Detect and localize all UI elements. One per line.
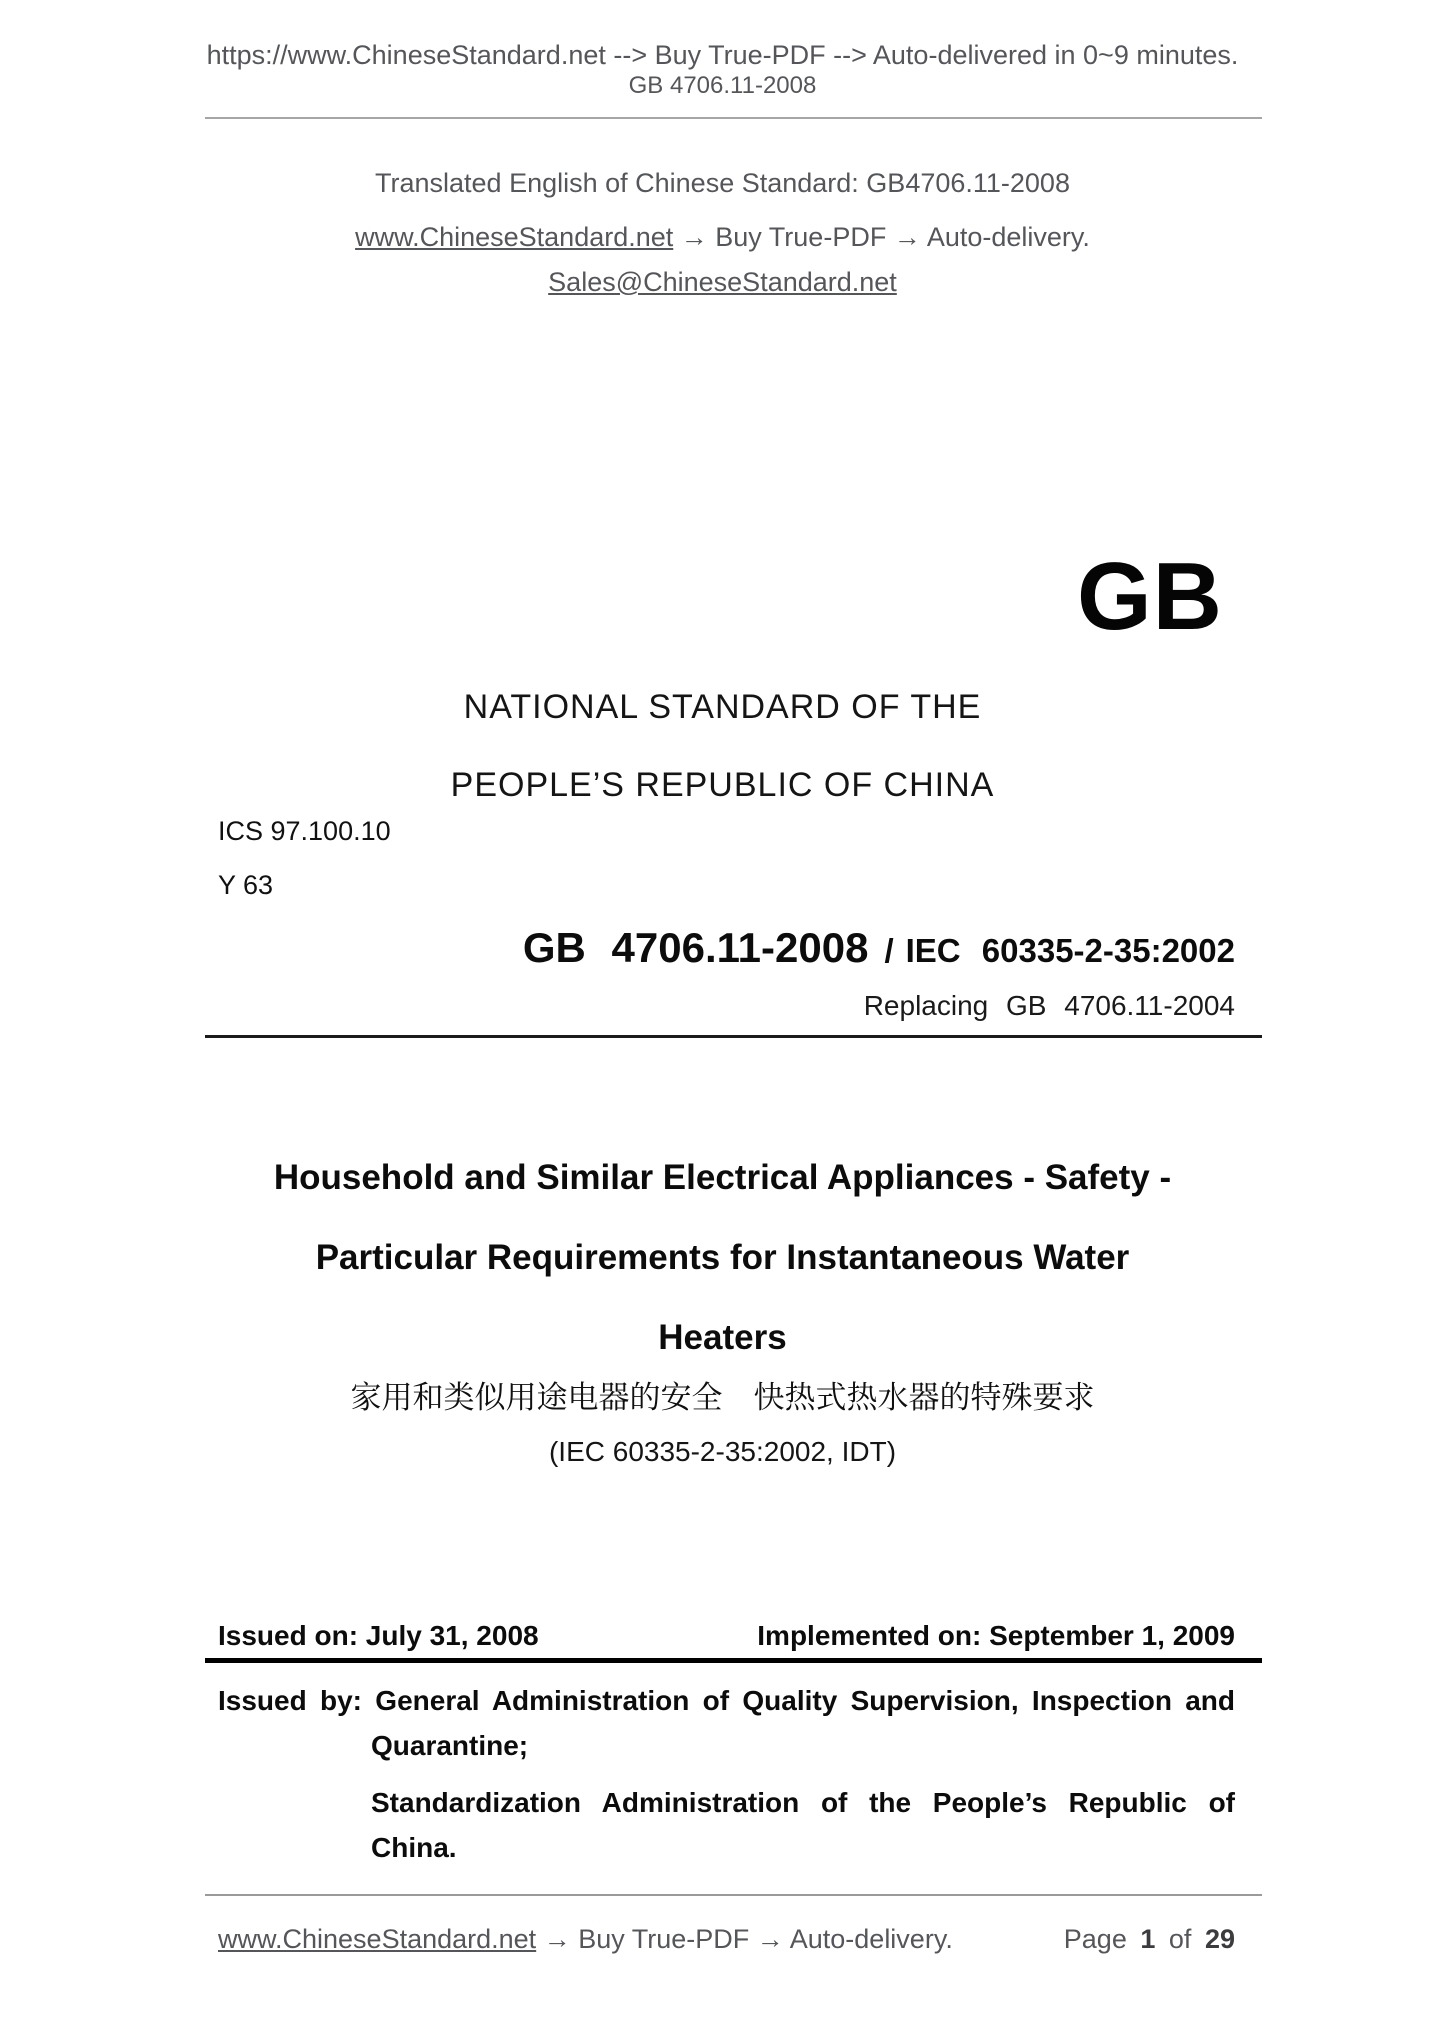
dates-row <box>218 1620 1235 1652</box>
buy-pdf-line <box>0 222 1445 253</box>
gb-logo: GB <box>1077 543 1223 650</box>
standard-number-line <box>523 924 1235 972</box>
issuer-org2-line1: Standardization Administration of the People’s Republic of <box>371 1787 1235 1818</box>
standard-title-chinese: 家用和类似用途电器的安全 快热式热水器的特殊要求 <box>350 1380 1095 1415</box>
classification-code: Y 63 <box>218 870 274 900</box>
replacing-note: Replacing GB 4706.11-2004 <box>863 990 1235 1021</box>
site-link[interactable]: www.ChineseStandard.net <box>355 222 674 252</box>
issued-by-line1: Issued by: General Administration of Quality Supervision, Inspection and <box>218 1685 1235 1716</box>
translated-standard-line: Translated English of Chinese Standard: GB4706.11-2008 <box>375 168 1070 198</box>
footer-divider <box>205 1894 1262 1896</box>
standard-number-gb: GB 4706.11-2008 <box>522 924 869 971</box>
header-divider <box>205 117 1262 119</box>
standard-number-separator: / <box>884 932 894 969</box>
buy-pdf-line-rest: → Buy True-PDF → Auto-delivery. <box>673 222 1090 252</box>
header-doc-code: GB 4706.11-2008 <box>628 72 817 99</box>
issuer-org2-line2: China. <box>371 1832 457 1863</box>
page-number: 1 <box>1140 1924 1156 1954</box>
iec-identity-note: (IEC 60335-2-35:2002, IDT) <box>548 1436 897 1467</box>
issued-by-line2: Quarantine; <box>371 1730 529 1761</box>
standard-title-line2: Particular Requirements for Instantaneous Water <box>315 1238 1130 1277</box>
dates-divider <box>205 1658 1262 1663</box>
footer <box>218 1924 1235 1955</box>
sales-email-link[interactable]: Sales@ChineseStandard.net <box>548 267 897 297</box>
page-label: Page <box>1063 1924 1127 1954</box>
header-url-line: https://www.ChineseStandard.net --> Buy True-PDF --> Auto-delivered in 0~9 minutes. <box>206 40 1239 70</box>
sales-email-line <box>0 267 1445 298</box>
ics-code: ICS 97.100.10 <box>218 816 391 846</box>
standard-number-iec: IEC 60335-2-35:2002 <box>905 932 1235 969</box>
page-total: 29 <box>1204 1924 1235 1954</box>
national-standard-heading <box>0 668 1445 824</box>
standard-title-line3: Heaters <box>658 1318 787 1357</box>
national-standard-line2: PEOPLE’S REPUBLIC OF CHINA <box>450 766 995 804</box>
standard-title <box>0 1138 1445 1378</box>
footer-site-rest: → Buy True-PDF → Auto-delivery. <box>536 1924 953 1954</box>
issuer-block <box>218 1678 1235 1870</box>
standard-title-line1: Household and Similar Electrical Appliances - Safety - <box>273 1158 1172 1197</box>
footer-site-link[interactable]: www.ChineseStandard.net <box>218 1924 537 1954</box>
issued-date: Issued on: July 31, 2008 <box>218 1620 539 1651</box>
footer-site-line <box>218 1924 953 1955</box>
implemented-date: Implemented on: September 1, 2009 <box>757 1620 1235 1651</box>
standard-number-divider <box>205 1035 1262 1038</box>
national-standard-line1: NATIONAL STANDARD OF THE <box>463 688 982 726</box>
page-indicator <box>1064 1924 1235 1955</box>
of-label: of <box>1168 1924 1192 1954</box>
